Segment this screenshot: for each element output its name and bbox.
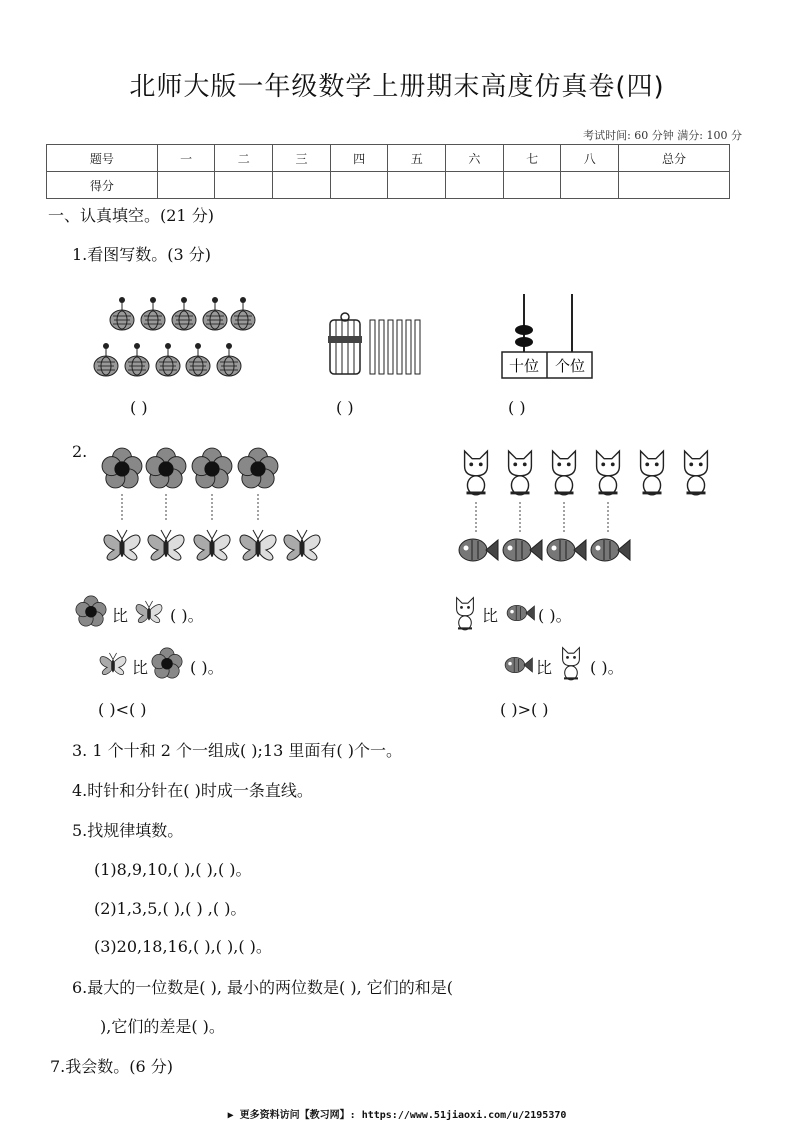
q5-text: 5.找规律填数。 <box>72 821 184 840</box>
abacus-picture <box>500 292 596 384</box>
butterfly-icon <box>284 530 320 560</box>
compare-word: 比 <box>482 606 499 625</box>
q2-number: 2. <box>72 442 88 461</box>
butterfly-icon <box>104 530 140 560</box>
fish-icon <box>502 598 536 628</box>
cat-icon <box>553 451 576 495</box>
butterfly-icon <box>132 596 166 626</box>
score-table-score-row <box>47 172 730 199</box>
score-row-label: 得分 <box>47 172 158 199</box>
apple-icon <box>203 297 227 330</box>
flowers-butterflies-picture <box>100 444 330 574</box>
flower-icon <box>146 448 186 488</box>
score-header-cell: 七 <box>503 145 561 172</box>
apple-icon <box>231 297 255 330</box>
cat-icon <box>641 451 664 495</box>
flower-icon <box>192 448 232 488</box>
footer-link[interactable]: ▶ 更多资料访问【教习网】: https://www.51jiaoxi.com/u/2195370 <box>227 1110 567 1121</box>
score-cell[interactable] <box>388 172 446 199</box>
score-header-cell: 总分 <box>619 145 730 172</box>
compare-word: 比 <box>132 658 149 677</box>
abacus-tens-label: 十位 <box>508 357 540 375</box>
cat-icon <box>509 451 532 495</box>
apple-icon <box>125 343 149 376</box>
apple-icon <box>141 297 165 330</box>
q5-sequence-1: (1)8,9,10,( ),( ),( )。 <box>94 860 252 879</box>
fish-icon <box>591 539 630 561</box>
answer-blank[interactable]: ( )。 <box>590 658 624 677</box>
q1-text: 1.看图写数。(3 分) <box>72 245 212 264</box>
answer-blank[interactable]: ( )。 <box>170 606 204 625</box>
cat-icon <box>685 451 708 495</box>
single-sticks-icon <box>370 320 420 374</box>
score-header-cell: 六 <box>446 145 504 172</box>
score-header-cell: 题号 <box>47 145 158 172</box>
answer-blank[interactable]: ( ) <box>130 398 148 417</box>
answer-blank[interactable]: ( ) <box>336 398 354 417</box>
score-header-cell: 一 <box>157 145 215 172</box>
q5-sequence-3: (3)20,18,16,( ),( ),( )。 <box>94 937 272 956</box>
answer-blank[interactable]: ( )。 <box>538 606 572 625</box>
score-table-header-row <box>47 145 730 172</box>
flower-icon <box>76 596 106 626</box>
apple-icon <box>94 343 118 376</box>
page-title: 北师大版一年级数学上册期末高度仿真卷(四) <box>129 72 665 102</box>
score-cell[interactable] <box>619 172 730 199</box>
score-cell[interactable] <box>561 172 619 199</box>
score-cell[interactable] <box>273 172 331 199</box>
score-table <box>46 144 730 199</box>
cat-icon <box>597 451 620 495</box>
cat-icon <box>450 596 480 630</box>
q6-text-line1: 6.最大的一位数是( ), 最小的两位数是( ), 它们的和是( <box>72 978 453 997</box>
butterfly-icon <box>148 530 184 560</box>
compare-word: 比 <box>536 658 553 677</box>
fish-icon <box>500 650 534 680</box>
q4-text: 4.时针和分针在( )时成一条直线。 <box>72 781 313 800</box>
abacus-bead-icon <box>515 337 533 347</box>
score-header-cell: 二 <box>215 145 273 172</box>
fish-icon <box>459 539 498 561</box>
score-header-cell: 三 <box>273 145 331 172</box>
abacus-ones-label: 个位 <box>554 357 586 375</box>
q3-text: 3. 1 个十和 2 个一组成( );13 里面有( )个一。 <box>72 741 402 760</box>
fish-icon <box>547 539 586 561</box>
exam-meta: 考试时间: 60 分钟 满分: 100 分 <box>583 129 742 142</box>
compare-word: 比 <box>112 606 129 625</box>
apple-icon <box>186 343 210 376</box>
cats-fish-picture <box>456 442 726 574</box>
score-header-cell: 八 <box>561 145 619 172</box>
score-cell[interactable] <box>503 172 561 199</box>
answer-blank[interactable]: ( )。 <box>190 658 224 677</box>
flower-icon <box>152 648 182 678</box>
fish-icon <box>503 539 542 561</box>
score-cell[interactable] <box>330 172 388 199</box>
flower-icon <box>102 448 142 488</box>
q7-text: 7.我会数。(6 分) <box>50 1057 174 1076</box>
apple-icon <box>156 343 180 376</box>
score-cell[interactable] <box>157 172 215 199</box>
q5-sequence-2: (2)1,3,5,( ),( ) ,( )。 <box>94 899 247 918</box>
flower-icon <box>238 448 278 488</box>
cat-icon <box>465 451 488 495</box>
answer-blank[interactable]: ( ) <box>508 398 526 417</box>
apple-icon <box>110 297 134 330</box>
score-header-cell: 五 <box>388 145 446 172</box>
score-cell[interactable] <box>446 172 504 199</box>
section1-heading: 一、认真填空。(21 分) <box>48 206 214 225</box>
score-cell[interactable] <box>215 172 273 199</box>
butterfly-icon <box>240 530 276 560</box>
apple-icon <box>172 297 196 330</box>
compare-less-than[interactable]: ( )<( ) <box>98 700 147 719</box>
abacus-bead-icon <box>515 325 533 335</box>
apples-picture <box>92 282 252 382</box>
butterfly-icon <box>96 648 130 678</box>
sticks-picture <box>326 312 426 382</box>
score-header-cell: 四 <box>330 145 388 172</box>
apple-icon <box>217 343 241 376</box>
cat-icon <box>556 646 586 680</box>
compare-greater-than[interactable]: ( )>( ) <box>500 700 549 719</box>
stick-bundle-icon <box>328 313 362 374</box>
butterfly-icon <box>194 530 230 560</box>
q6-text-line2: ),它们的差是( )。 <box>100 1017 225 1036</box>
